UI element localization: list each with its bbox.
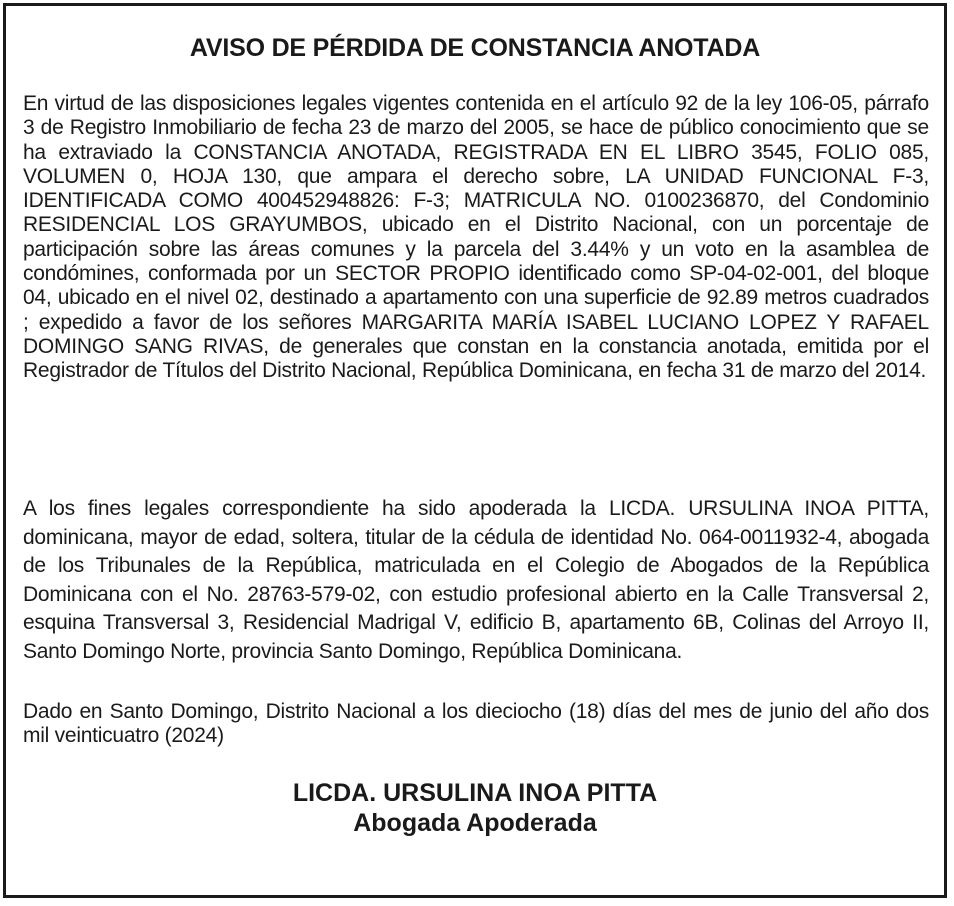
notice-frame xyxy=(3,3,947,898)
signature-role: Abogada Apoderada xyxy=(353,809,597,837)
signature-name: LICDA. URSULINA INOA PITTA xyxy=(292,779,658,807)
notice-paragraph-date: Dado en Santo Domingo, Distrito Nacional a los dieciocho (18) días del mes de junio del año dos mil veinticuatro (2024) xyxy=(23,700,929,747)
notice-paragraph-loss: En virtud de las disposiciones legales vigentes contenida en el artículo 92 de la ley 106-05, párrafo 3 de Registro Inmobiliario de fecha 23 de marzo del 2005, se hace de público conocimiento que se ha extraviado la CONSTANCIA ANOTADA, REGISTRADA EN EL LIBRO 3545, FOLIO 085, VOLUMEN 0, HOJA 130, que ampara el derecho sobre, LA UNIDAD FUNCIONAL F-3, IDENTIFICADA COMO 400452948826: F-3; MATRICULA NO. 0100236870, del Condominio RESIDENCIAL LOS GRAYUMBOS, ubicado en el Distrito Nacional, con un porcentaje de participación sobre las áreas comunes y la parcela del 3.44% y un voto en la asamblea de condómines, conformada por un SECTOR PROPIO identificado como SP-04-02-001, del bloque 04, ubicado en el nivel 02, destinado a apartamento con una superficie de 92.89 metros cuadrados ; expedido a favor de los señores MARGARITA MARÍA ISABEL LUCIANO LOPEZ Y RAFAEL DOMINGO SANG RIVAS, de generales que constan en la constancia anotada, emitida por el Registrador de Títulos del Distrito Nacional, República Dominicana, en fecha 31 de marzo del 2014. xyxy=(23,92,929,383)
notice-title: AVISO DE PÉRDIDA DE CONSTANCIA ANOTADA xyxy=(189,34,761,62)
signature-block xyxy=(6,778,944,838)
notice-paragraph-attorney: A los fines legales correspondiente ha sido apoderada la LICDA. URSULINA INOA PITTA, dominicana, mayor de edad, soltera, titular de la cédula de identidad No. 064-0011932-4, abogada de los Tribunales de la República, matriculada en el Colegio de Abogados de la República Dominicana con el No. 28763-579-02, con estudio profesional abierto en la Calle Transversal 2, esquina Transversal 3, Residencial Madrigal V, edificio B, apartamento 6B, Colinas del Arroyo II, Santo Domingo Norte, provincia Santo Domingo, República Dominicana. xyxy=(23,497,929,663)
